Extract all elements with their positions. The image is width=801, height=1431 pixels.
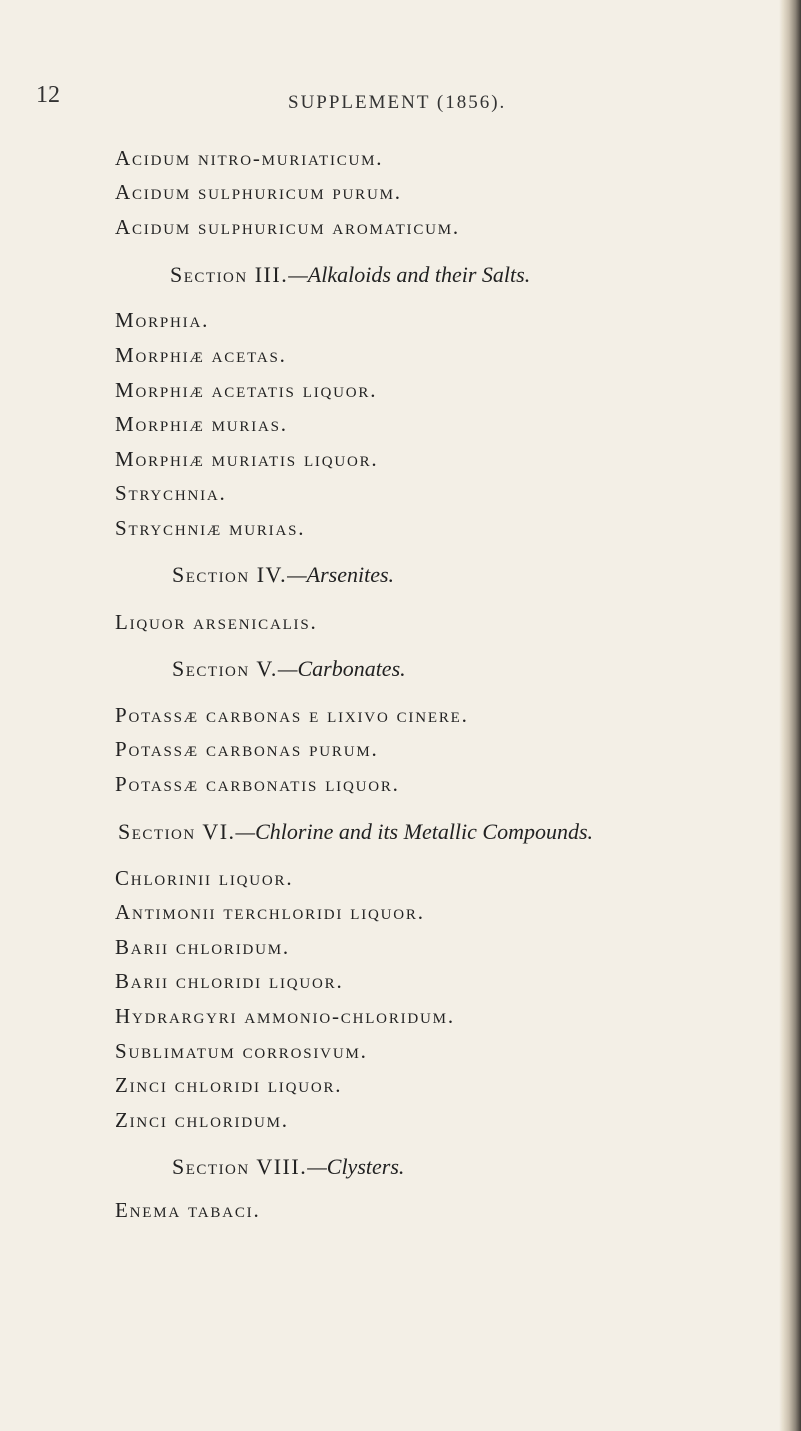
entry-morphiae-acetas: Morphiæ acetas. xyxy=(115,343,287,367)
section-title: —Alkaloids and their Salts. xyxy=(288,262,531,287)
section-heading-vi xyxy=(118,819,593,845)
section-label: Section IV. xyxy=(172,562,288,587)
section-heading-iii xyxy=(170,262,530,288)
entry-morphiae-murias: Morphiæ murias. xyxy=(115,412,288,436)
section-heading-viii xyxy=(172,1154,404,1180)
section-label: Section VIII. xyxy=(172,1154,308,1179)
entry-morphiae-acetatis-liquor: Morphiæ acetatis liquor. xyxy=(115,378,378,402)
entry-potassae-carbonas-purum: Potassæ carbonas purum. xyxy=(115,737,379,761)
section-heading-v xyxy=(172,656,406,682)
entry-barii-chloridi-liquor: Barii chloridi liquor. xyxy=(115,969,344,993)
section-title: —Carbonates. xyxy=(277,656,406,681)
running-head: SUPPLEMENT (1856). xyxy=(288,92,507,113)
entry-hydrargyri-ammonio-chloridum: Hydrargyri ammonio-chloridum. xyxy=(115,1004,455,1028)
entry-zinci-chloridi-liquor: Zinci chloridi liquor. xyxy=(115,1073,343,1097)
entry-potassae-carbonas-e-lixivo-cinere: Potassæ carbonas e lixivo cinere. xyxy=(115,703,469,727)
page-edge-shadow xyxy=(779,0,801,1431)
page-number: 12 xyxy=(36,82,60,108)
entry-morphia: Morphia. xyxy=(115,308,210,332)
entry-enema-tabaci: Enema tabaci. xyxy=(115,1198,261,1222)
entry-strychniae-murias: Strychniæ murias. xyxy=(115,516,306,540)
entry-antimonii-terchloridi-liquor: Antimonii terchloridi liquor. xyxy=(115,900,425,924)
entry-acidum-sulphuricum-purum: Acidum sulphuricum purum. xyxy=(115,180,402,204)
section-label: Section VI. xyxy=(118,819,236,844)
section-title: —Clysters. xyxy=(307,1154,405,1179)
section-title: —Arsenites. xyxy=(287,562,395,587)
entry-strychnia: Strychnia. xyxy=(115,481,227,505)
section-label: Section V. xyxy=(172,656,278,681)
entry-potassae-carbonatis-liquor: Potassæ carbonatis liquor. xyxy=(115,772,400,796)
entry-barii-chloridum: Barii chloridum. xyxy=(115,935,290,959)
entry-acidum-sulphuricum-aromaticum: Acidum sulphuricum aromaticum. xyxy=(115,215,460,239)
entry-morphiae-muriatis-liquor: Morphiæ muriatis liquor. xyxy=(115,447,379,471)
section-heading-iv xyxy=(172,562,394,588)
section-title: —Chlorine and its Metallic Compounds. xyxy=(235,819,594,844)
entry-chlorinii-liquor: Chlorinii liquor. xyxy=(115,866,294,890)
section-label: Section III. xyxy=(170,262,289,287)
entry-zinci-chloridum: Zinci chloridum. xyxy=(115,1108,289,1132)
entry-sublimatum-corrosivum: Sublimatum corrosivum. xyxy=(115,1039,368,1063)
entry-acidum-nitro-muriaticum: Acidum nitro-muriaticum. xyxy=(115,146,384,170)
entry-liquor-arsenicalis: Liquor arsenicalis. xyxy=(115,610,318,634)
